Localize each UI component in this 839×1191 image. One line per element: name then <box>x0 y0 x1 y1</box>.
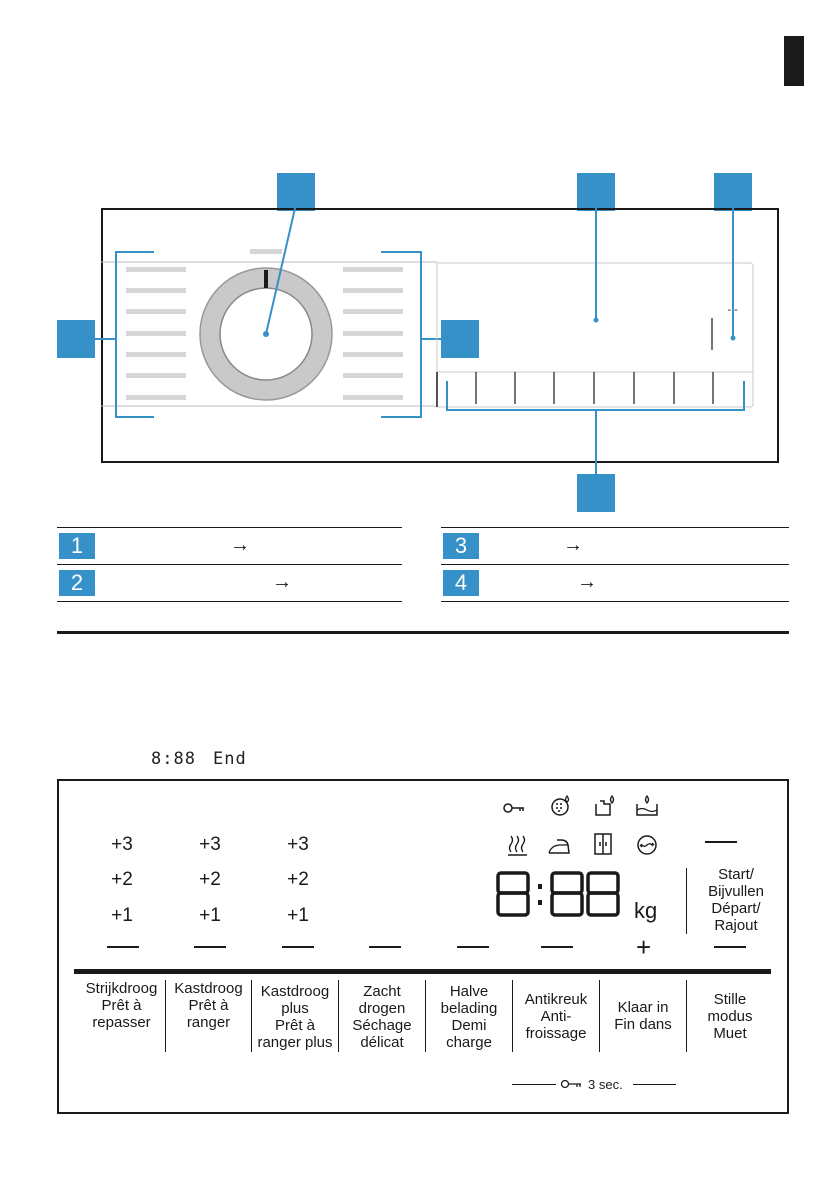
button-indicator <box>369 946 401 948</box>
button-label-line: Zacht <box>363 983 401 1000</box>
level-col2-plus1: +1 <box>199 905 221 926</box>
start-label-line: Départ/ <box>711 900 761 917</box>
button-label-line: plus <box>281 1000 309 1017</box>
button-label-line: Demi <box>451 1017 487 1034</box>
button-indicator <box>194 946 226 948</box>
start-label-line: Start/ <box>718 866 754 883</box>
button-strijkdroog[interactable] <box>78 980 165 1031</box>
legend-arrow: → <box>230 534 250 556</box>
button-label-line: Strijkdroog <box>85 980 158 997</box>
water-tank-icon <box>593 794 617 818</box>
button-label-line: Antikreuk <box>524 991 588 1008</box>
legend-number: 4 <box>443 570 479 596</box>
legend-row-3 <box>441 527 789 564</box>
key-icon <box>560 1077 582 1091</box>
button-label-line: modus <box>707 1008 753 1025</box>
legend-number: 2 <box>59 570 95 596</box>
plus-sign: + <box>636 932 652 962</box>
legend-arrow: → <box>272 571 292 593</box>
level-col1-plus2: +2 <box>111 869 133 890</box>
button-label-line: Anti- <box>540 1008 572 1025</box>
filter-icon <box>549 794 573 818</box>
machine-diagram-lines <box>0 0 839 520</box>
button-label-line: ranger plus <box>257 1034 333 1051</box>
display-example-end: End <box>213 749 247 769</box>
start-label-line: Bijvullen <box>708 883 764 900</box>
time-display <box>494 870 624 920</box>
key-icon <box>502 796 526 820</box>
kg-label: kg <box>634 898 658 923</box>
button-label-line: Muet <box>713 1025 747 1042</box>
legend-row-2 <box>57 564 402 602</box>
button-label-line: Kastdroog <box>260 983 330 1000</box>
start-separator <box>686 868 687 934</box>
start-label-line: Rajout <box>714 917 758 934</box>
button-antikreuk[interactable] <box>513 991 599 1042</box>
button-halve-belading[interactable] <box>426 983 512 1051</box>
level-col3-plus1: +1 <box>287 905 309 926</box>
button-label-line: charge <box>446 1034 492 1051</box>
level-col2-plus3: +3 <box>199 834 221 855</box>
button-label-line: délicat <box>360 1034 404 1051</box>
button-label-line: belading <box>440 1000 498 1017</box>
start-button[interactable] <box>690 866 782 934</box>
button-indicator <box>541 946 573 948</box>
cupboard-icon <box>591 832 615 856</box>
button-indicator <box>457 946 489 948</box>
condenser-icon <box>635 794 659 818</box>
button-label-line: Klaar in <box>617 999 669 1016</box>
button-label-line: Stille <box>713 991 747 1008</box>
lock-hint-text: 3 sec. <box>588 1077 623 1092</box>
button-label-line: drogen <box>358 1000 406 1017</box>
lock-hint-line-right <box>633 1084 676 1085</box>
mini-display-dash: -- <box>726 303 740 316</box>
legend-number: 3 <box>443 533 479 559</box>
button-stille-modus[interactable] <box>687 991 773 1042</box>
button-label-line: Prêt à <box>188 997 229 1014</box>
button-zacht-drogen[interactable] <box>339 983 425 1051</box>
button-label-line: ranger <box>186 1014 231 1031</box>
panel-bar <box>74 969 771 974</box>
level-col3-plus3: +3 <box>287 834 309 855</box>
level-col1-plus1: +1 <box>111 905 133 926</box>
legend-row-1 <box>57 527 402 564</box>
lock-hint-line-left <box>512 1084 556 1085</box>
button-kastdroog-plus[interactable] <box>252 983 338 1051</box>
button-kastdroog[interactable] <box>166 980 251 1031</box>
button-label-line: Halve <box>449 983 489 1000</box>
start-indicator <box>705 841 737 843</box>
legend-arrow: → <box>577 571 597 593</box>
section-divider <box>57 631 789 634</box>
level-col1-plus3: +3 <box>111 834 133 855</box>
button-indicator <box>714 946 746 948</box>
button-label-line: froissage <box>525 1025 587 1042</box>
button-label-line: Kastdroog <box>174 980 243 997</box>
button-indicator <box>282 946 314 948</box>
button-label-line: Fin dans <box>614 1016 672 1033</box>
legend-number: 1 <box>59 533 95 559</box>
button-label-line: Prêt à <box>274 1017 316 1034</box>
iron-icon <box>547 833 571 857</box>
steam-icon <box>506 833 530 857</box>
level-col2-plus2: +2 <box>199 869 221 890</box>
control-panel <box>57 779 789 1114</box>
button-label-line: Prêt à <box>101 997 142 1014</box>
legend-arrow: → <box>563 534 583 556</box>
button-indicator <box>107 946 139 948</box>
level-col3-plus2: +2 <box>287 869 309 890</box>
drum-icon <box>635 833 659 857</box>
display-example-time: 8:88 <box>151 749 196 769</box>
legend-row-4 <box>441 564 789 602</box>
button-label-line: Séchage <box>352 1017 412 1034</box>
button-klaar-in[interactable] <box>600 999 686 1033</box>
button-label-line: repasser <box>92 1014 151 1031</box>
